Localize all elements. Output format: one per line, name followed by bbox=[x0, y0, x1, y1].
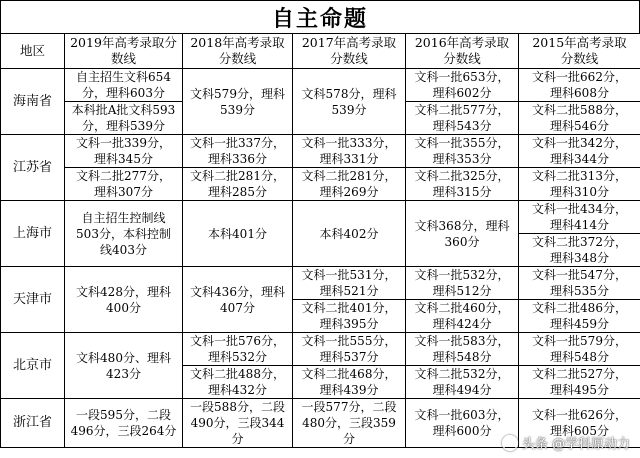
table-cell: 文科二批277分， 理科307分 bbox=[65, 168, 183, 201]
table-cell: 文科二批281分， 理科269分 bbox=[293, 168, 406, 201]
table-row bbox=[1, 201, 640, 234]
table-cell: 本科批A批文科593 分，理科539分 bbox=[65, 102, 183, 135]
table-row bbox=[1, 135, 640, 168]
table-row bbox=[1, 333, 640, 366]
table-cell: 文科二批577分， 理科543分 bbox=[406, 102, 519, 135]
header-2016: 2016年高考录取 分数线 bbox=[406, 34, 519, 69]
table-cell: 文科二批372分， 理科348分 bbox=[519, 234, 640, 267]
table-cell: 文科二批588分， 理科546分 bbox=[519, 102, 640, 135]
table-cell: 本科401分 bbox=[183, 201, 293, 267]
region-cell: 天津市 bbox=[1, 267, 65, 333]
table-cell: 文科一批532分， 理科512分 bbox=[406, 267, 519, 300]
table-cell: 文科428分，理科 400分 bbox=[65, 267, 183, 333]
table-cell: 文科一批434分， 理科414分 bbox=[519, 201, 640, 234]
table-cell: 文科一批576分， 理科532分 bbox=[183, 333, 293, 366]
table-cell: 文科一批337分， 理科336分 bbox=[183, 135, 293, 168]
table-cell: 文科二批468分， 理科439分 bbox=[293, 366, 406, 399]
table-cell: 文科368分，理科 360分 bbox=[406, 201, 519, 267]
table-cell: 文科436分，理科 407分 bbox=[183, 267, 293, 333]
table-cell: 文科一批653分， 理科602分 bbox=[406, 69, 519, 102]
header-2015: 2015年高考录取 分数线 bbox=[519, 34, 640, 69]
header-row bbox=[1, 34, 640, 69]
region-cell: 江苏省 bbox=[1, 135, 65, 201]
table-cell: 文科一批547分， 理科535分 bbox=[519, 267, 640, 300]
table-cell: 文科一批626分， 理科605分 bbox=[519, 399, 640, 448]
table-cell: 文科一批555分， 理科537分 bbox=[293, 333, 406, 366]
region-cell: 浙江省 bbox=[1, 399, 65, 448]
table-cell: 文科二批460分， 理科424分 bbox=[406, 300, 519, 333]
table-cell: 文科一批579分， 理科548分 bbox=[519, 333, 640, 366]
table-cell: 文科二批313分， 理科310分 bbox=[519, 168, 640, 201]
table-cell: 文科579分，理科 539分 bbox=[183, 69, 293, 135]
table-cell: 文科二批281分， 理科285分 bbox=[183, 168, 293, 201]
table-cell: 本科402分 bbox=[293, 201, 406, 267]
table-cell: 文科一批342分， 理科344分 bbox=[519, 135, 640, 168]
table-row bbox=[1, 69, 640, 102]
table-row bbox=[1, 168, 640, 201]
region-cell: 上海市 bbox=[1, 201, 65, 267]
header-2017: 2017年高考录取 分数线 bbox=[293, 34, 406, 69]
table-cell: 文科二批532分， 理科494分 bbox=[406, 366, 519, 399]
table-cell: 文科一批583分， 理科548分 bbox=[406, 333, 519, 366]
table-cell: 自主招生控制线 503分，本科控制 线403分 bbox=[65, 201, 183, 267]
page-title: 自主命题 bbox=[271, 7, 368, 32]
table-row bbox=[1, 267, 640, 300]
table-cell: 文科一批603分， 理科600分 bbox=[406, 399, 519, 448]
region-cell: 海南省 bbox=[1, 69, 65, 135]
table-cell: 文科一批355分， 理科353分 bbox=[406, 135, 519, 168]
score-table bbox=[0, 33, 640, 448]
table-cell: 文科二批401分， 理科395分 bbox=[293, 300, 406, 333]
region-cell: 北京市 bbox=[1, 333, 65, 399]
title-bar bbox=[0, 0, 640, 34]
table-cell: 文科578分，理科 539分 bbox=[293, 69, 406, 135]
table-cell: 自主招生文科654 分，理科603分 bbox=[65, 69, 183, 102]
table-cell: 文科一批662分， 理科608分 bbox=[519, 69, 640, 102]
watermark-logo-icon bbox=[502, 435, 518, 451]
watermark bbox=[502, 433, 630, 452]
table-cell: 文科二批527分， 理科495分 bbox=[519, 366, 640, 399]
table-cell: 文科480分、理科 423分 bbox=[65, 333, 183, 399]
table-cell: 文科一批333分， 理科331分 bbox=[293, 135, 406, 168]
table-cell: 文科二批488分， 理科432分 bbox=[183, 366, 293, 399]
table-cell: 文科二批325分， 理科315分 bbox=[406, 168, 519, 201]
header-region: 地区 bbox=[1, 34, 65, 69]
table-cell: 文科一批339分， 理科345分 bbox=[65, 135, 183, 168]
table-cell: 文科一批531分， 理科521分 bbox=[293, 267, 406, 300]
table-cell: 一段577分，二段 480分，三段359 分 bbox=[293, 399, 406, 448]
header-2018: 2018年高考录取 分数线 bbox=[183, 34, 293, 69]
header-2019: 2019年高考录取分 数线 bbox=[65, 34, 183, 69]
table-cell: 一段595分，二段 496分，三段264分 bbox=[65, 399, 183, 448]
table-cell: 文科二批486分， 理科459分 bbox=[519, 300, 640, 333]
watermark-text: 头条 @学科原动力 bbox=[521, 437, 630, 452]
table-cell: 一段588分，二段 490分，三段344 分 bbox=[183, 399, 293, 448]
